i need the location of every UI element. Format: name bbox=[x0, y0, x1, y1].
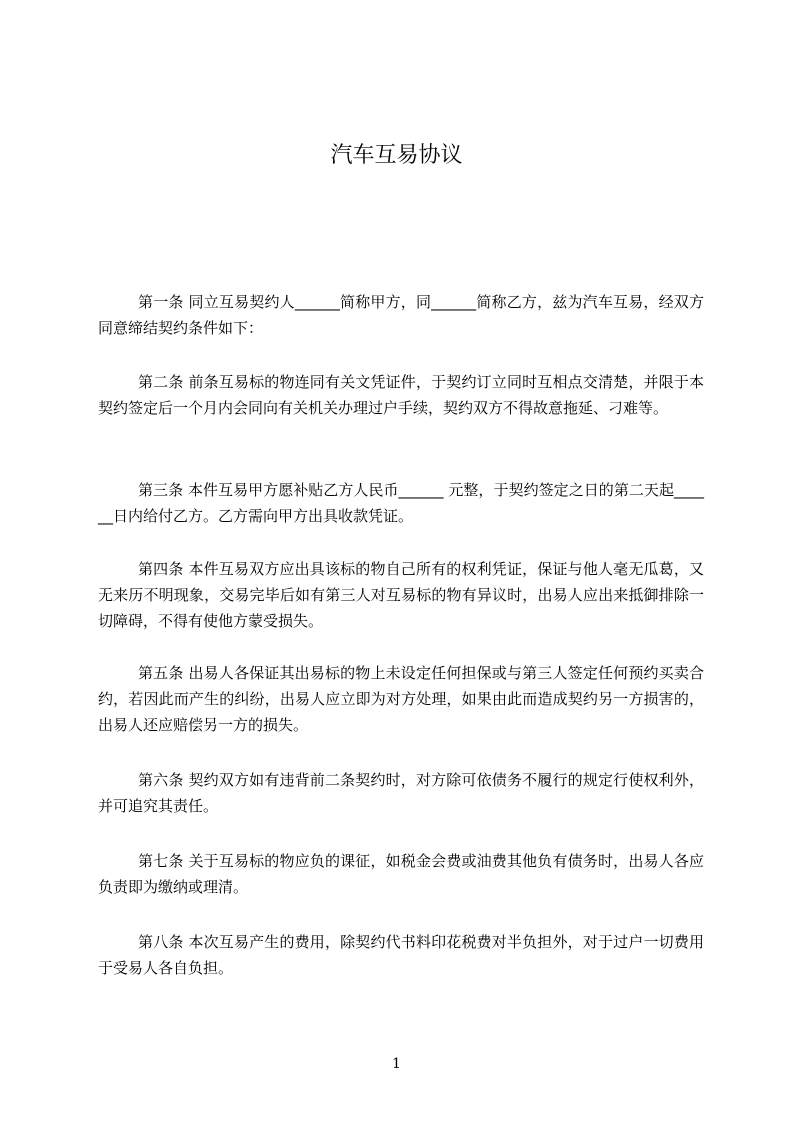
clause-1: 第一条 同立互易契约人______简称甲方，同______简称乙方，兹为汽车互易，经双方同意缔结契约条件如下： bbox=[98, 293, 704, 337]
page-number: 1 bbox=[392, 1056, 401, 1072]
clause-6: 第六条 契约双方如有违背前二条契约时，对方除可依债务不履行的规定行使权利外，并可追究其责任。 bbox=[98, 771, 704, 815]
clause-4: 第四条 本件互易双方应出具该标的物自己所有的权利凭证，保证与他人毫无瓜葛，又无来历不明现象，交易完毕后如有第三人对互易标的物有异议时，出易人应出来抵御排除一切障碍，不得有使他方蒙受损失。 bbox=[98, 560, 704, 630]
document-title: 汽车互易协议 bbox=[330, 143, 463, 168]
clause-2: 第二条 前条互易标的物连同有关文凭证件，于契约订立同时互相点交清楚，并限于本契约签定后一个月内会同向有关机关办理过户手续，契约双方不得故意拖延、刁难等。 bbox=[98, 373, 704, 417]
clause-8: 第八条 本次互易产生的费用，除契约代书料印花税费对半负担外，对于过户一切费用于受易人各自负担。 bbox=[98, 933, 704, 977]
clause-5: 第五条 出易人各保证其出易标的物上未设定任何担保或与第三人签定任何预约买卖合约，若因此而产生的纠纷，出易人应立即为对方处理，如果由此而造成契约另一方损害的，出易人还应赔偿另一方的损失。 bbox=[98, 664, 704, 734]
clause-3: 第三条 本件互易甲方愿补贴乙方人民币______ 元整，于契约签定之日的第二天起______日内给付乙方。乙方需向甲方出具收款凭证。 bbox=[98, 481, 704, 525]
clause-7: 第七条 关于互易标的物应负的课征，如税金会费或油费其他负有债务时，出易人各应负责即为缴纳或理清。 bbox=[98, 852, 704, 896]
